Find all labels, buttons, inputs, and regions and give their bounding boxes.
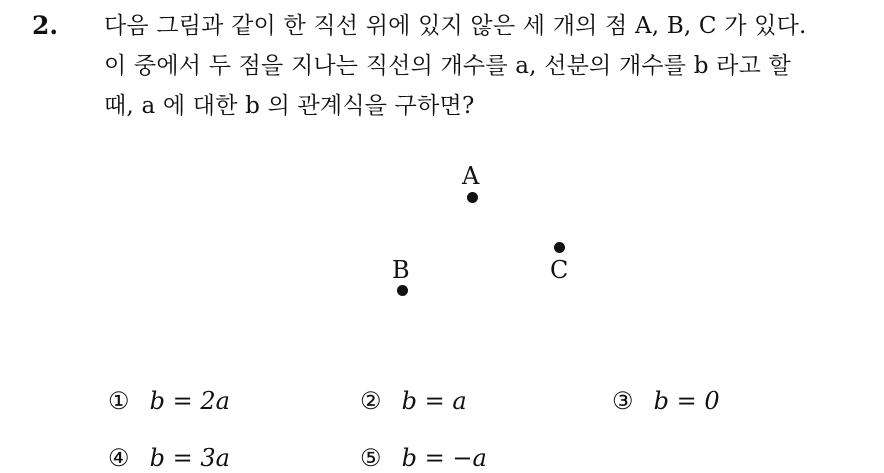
point-c-label: C [550, 256, 569, 284]
question-text-line-2: 이 중에서 두 점을 지나는 직선의 개수를 a, 선분의 개수를 b 라고 할 [104, 53, 791, 79]
question-text-line-3: 때, a 에 대한 b 의 관계식을 구하면? [104, 93, 475, 119]
choice-2[interactable] [360, 386, 467, 416]
choice-1-mark: ① [108, 387, 130, 415]
choice-3-mark: ③ [612, 387, 634, 415]
point-b-dot [397, 285, 408, 296]
choice-1[interactable] [108, 386, 230, 416]
choice-4-mark: ④ [108, 444, 130, 472]
point-a-dot [467, 192, 478, 203]
choice-5[interactable] [360, 443, 487, 473]
choice-3-expression: b = 0 [653, 387, 720, 415]
point-b-label: B [392, 256, 410, 284]
question-number: 2. [32, 11, 59, 40]
choice-1-expression: b = 2a [149, 387, 230, 415]
choice-4[interactable] [108, 443, 230, 473]
choice-5-expression: b = −a [401, 444, 487, 472]
choice-2-expression: b = a [401, 387, 467, 415]
point-c-dot [554, 242, 565, 253]
choice-3[interactable] [612, 386, 720, 416]
choice-4-expression: b = 3a [149, 444, 230, 472]
choice-2-mark: ② [360, 387, 382, 415]
question-text-line-1: 다음 그림과 같이 한 직선 위에 있지 않은 세 개의 점 A, B, C 가 있다. [104, 13, 807, 39]
choice-5-mark: ⑤ [360, 444, 382, 472]
point-a-label: A [462, 162, 480, 190]
